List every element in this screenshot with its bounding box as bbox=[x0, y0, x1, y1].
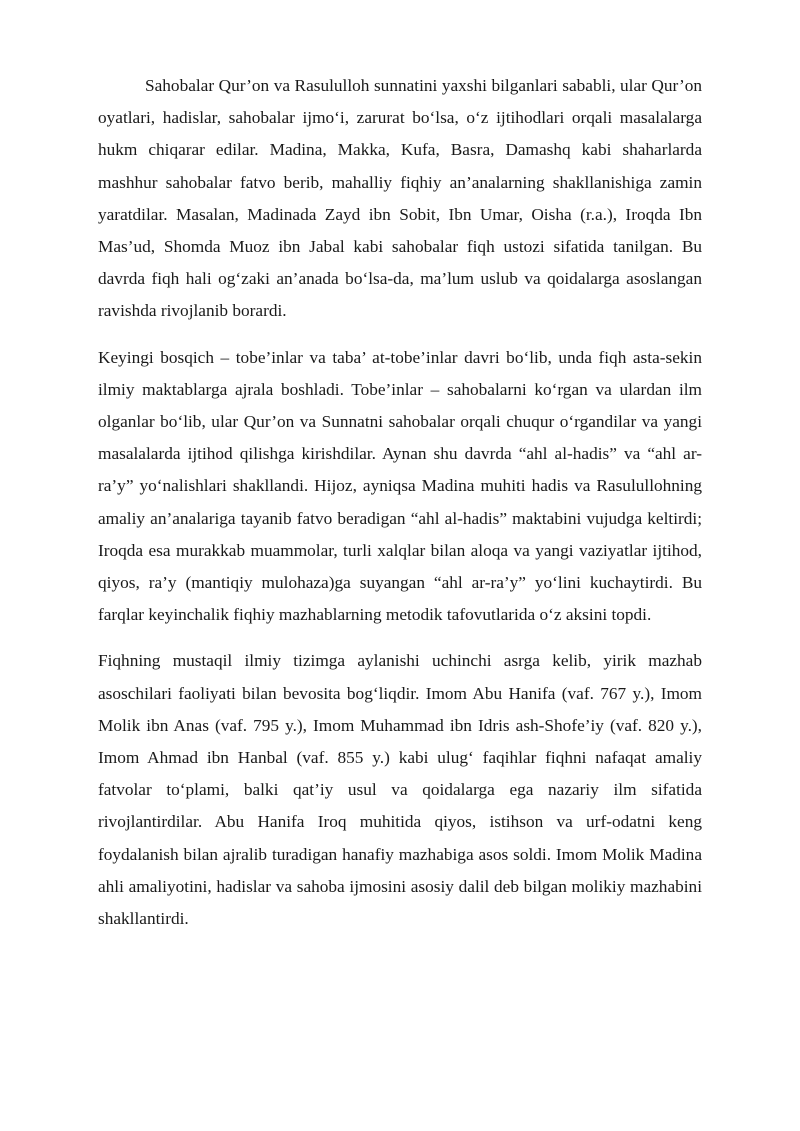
document-page bbox=[98, 70, 702, 949]
paragraph-tobeinlar: Keyingi bosqich – tobe’inlar va taba’ at-tobe’inlar davri bo‘lib, unda fiqh asta-sekin ilmiy maktablarga ajrala boshladi. Tobe’inlar – sahobalarni ko‘rgan va ulardan ilm olganlar bo‘lib, ular Qur’on va Sunnatni sahobalar orqali chuqur o‘rgandilar va yangi masalalarda ijtihod qilishga kirishdilar. Aynan shu davrda “ahl al-hadis” va “ahl ar-ra’y” yo‘nalishlari shakllandi. Hijoz, ayniqsa Madina muhiti hadis va Rasulullohning amaliy an’analariga tayanib fatvo beradigan “ahl al-hadis” maktabini vujudga keltirdi; Iroqda esa murakkab muammolar, turli xalqlar bilan aloqa va yangi vaziyatlar ijtihod, qiyos, ra’y (mantiqiy mulohaza)ga suyangan “ahl ar-ra’y” yo‘lini kuchaytirdi. Bu farqlar keyinchalik fiqhiy mazhablarning metodik tafovutlarida o‘z aksini topdi. bbox=[98, 347, 702, 625]
paragraph-sahobalar: Sahobalar Qur’on va Rasululloh sunnatini yaxshi bilganlari sababli, ular Qur’on oyatlari, hadislar, sahobalar ijmo‘i, zarurat bo‘lsa, o‘z ijtihodlari orqali masalalarga hukm chiqarar edilar. Madina, Makka, Kufa, Basra, Damashq kabi shaharlarda mashhur sahobalar fatvo berib, mahalliy fiqhiy an’analarning shakllanishiga zamin yaratdilar. Masalan, Madinada Zayd ibn Sobit, Ibn Umar, Oisha (r.a.), Iroqda Ibn Mas’ud, Shomda Muoz ibn Jabal kabi sahobalar fiqh ustozi sifatida tanilgan. Bu davrda fiqh hali og‘zaki an’anada bo‘lsa-da, ma’lum uslub va qoidalarga asoslangan ravishda rivojlanib borardi. bbox=[98, 76, 702, 321]
paragraph-mazhab-asoschilari: Fiqhning mustaqil ilmiy tizimga aylanishi uchinchi asrga kelib, yirik mazhab asoschilari faoliyati bilan bevosita bog‘liqdir. Imom Abu Hanifa (vaf. 767 y.), Imom Molik ibn Anas (vaf. 795 y.), Imom Muhammad ibn Idris ash-Shofe’iy (vaf. 820 y.), Imom Ahmad ibn Hanbal (vaf. 855 y.) kabi ulug‘ faqihlar fiqhni nafaqat amaliy fatvolar to‘plami, balki qat’iy usul va qoidalarga ega nazariy ilm sifatida rivojlantirdilar. Abu Hanifa Iroq muhitida qiyos, istihson va urf-odatni keng foydalanish bilan ajralib turadigan hanafiy mazhabiga asos soldi. Imom Molik Madina ahli amaliyotini, hadislar va sahoba ijmosini asosiy dalil deb bilgan molikiy mazhabini shakllantirdi. bbox=[98, 651, 702, 929]
